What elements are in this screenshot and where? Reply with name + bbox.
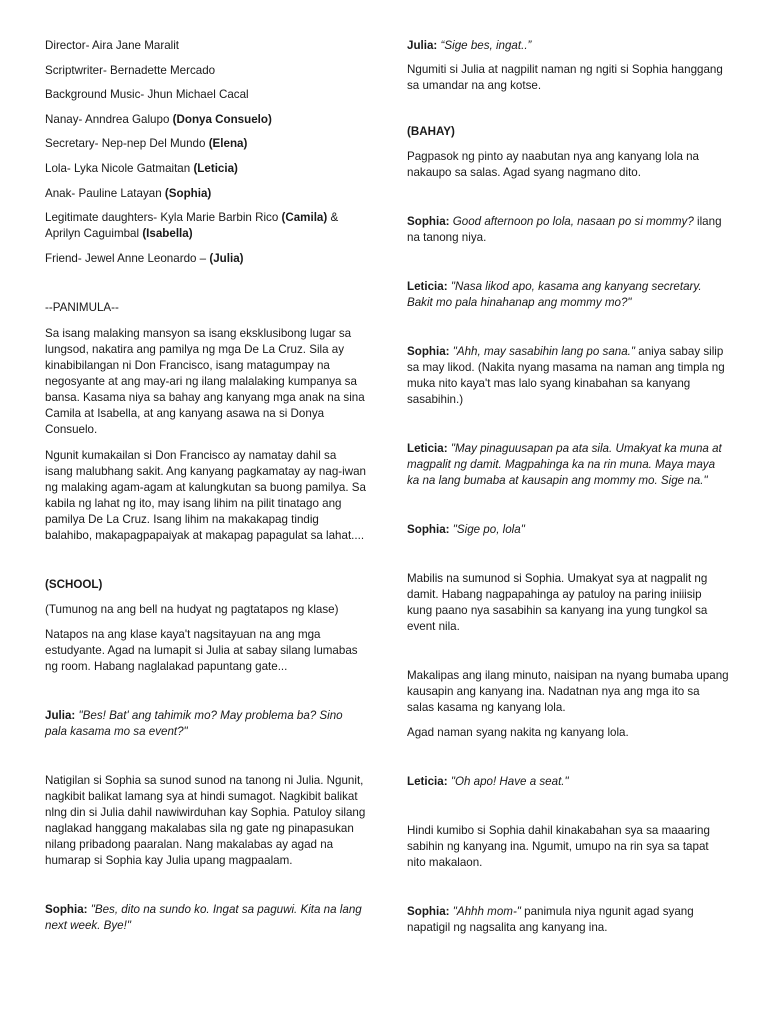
panimula-paragraph-1: Sa isang malaking mansyon sa isang eksklusibong lugar sa lungsod, nakatira ang pamilya ng mga De La Cruz. Sila ay kinabibilangan ni Don Francisco, isang matagumpay na negosyante at ang may-ari ng ilang malalaking kumpanya sa bansa. Kasama niya sa bahay ang kanyang mga anak na sina Camila at Isabella, at ang kanyang asawa na si Donya Consuelo. (45, 326, 365, 436)
credit-scriptwriter: Scriptwriter- Bernadette Mercado (45, 63, 216, 77)
dialogue-text: "Bes! Bat' ang tahimik mo? May problema ba? Sino pala kasama mo sa event?" (45, 708, 343, 738)
dialogue-julia-1: Julia: "Bes! Bat' ang tahimik mo? May problema ba? Sino pala kasama mo sa event?" (45, 708, 343, 738)
school-closing: Ngumiti si Julia at nagpilit naman ng ngiti si Sophia hanggang sa umandar na ang kotse. (407, 63, 723, 92)
dialogue-text: "Sige po, lola" (452, 523, 525, 536)
speaker-name: Leticia (407, 442, 444, 455)
dialogue-text: "Nasa likod apo, kasama ang kanyang secretary. Bakit mo pala hinahanap ang mommy mo?" (407, 280, 702, 309)
dialogue-sophia-2: Sophia: Good afternoon po lola, nasaan po si mommy? ilang na tanong niya. (407, 215, 722, 244)
speaker-name: Julia (407, 39, 434, 52)
bahay-paragraph-4: Agad naman syang nakita ng kanyang lola. (407, 726, 629, 739)
credit-secretary: Secretary- Nep-nep Del Mundo (Elena) (45, 137, 248, 151)
dialogue-sophia-4: Sophia: "Sige po, lola" (407, 523, 525, 536)
dialogue-sophia-1: Sophia: "Bes, dito na sundo ko. Ingat sa paguwi. Kita na lang next week. Bye!" (45, 902, 362, 932)
dialogue-leticia-2: Leticia: "May pinaguusapan pa ata sila. Umakyat ka muna at magpalit ng damit. Magpahinga ka na rin muna. Maya maya ka na lang bumaba at kausapin ang mommy mo. Sige na." (407, 442, 722, 487)
dialogue-sophia-3: Sophia: "Ahh, may sasabihin lang po sana." aniya sabay silip sa may likod. (Nakita nyang masama na naman ang timpla ng muka nito kaya't mas lalo syang kinabahan sa kanyang sasabihin.) (407, 345, 725, 406)
speaker-name: Sophia (407, 905, 446, 918)
dialogue-text: Good afternoon po lola, nasaan po si mommy? (452, 215, 694, 228)
school-paragraph: Natapos na ang klase kaya't nagsitayuan na ang mga estudyante. Agad na lumapit si Julia at sabay silang lumabas ng room. Habang naglalakad papuntang gate... (45, 627, 358, 673)
speaker-name: Sophia (45, 902, 84, 916)
bahay-paragraph-3: Makalipas ang ilang minuto, naisipan na nyang bumaba upang kausapin ang kanyang ina. Nadatnan nya ang mga ito sa salas kasama ng kanyang lola. (407, 669, 729, 714)
school-narration: Natigilan si Sophia sa sunod sunod na tanong ni Julia. Ngunit, nagkibit balikat lamang sya at hindi sumagot. Nagkibit balikat nlng din si Julia dahil nawiwirduhan kay Sophia. Patuloy silang naglakad hanggang makalabas sila ng gate ng pinapasukan nilang pribadong paaralan. Nang makalabas ay agad na humarap si Sophia kay Julia upang magpaalam. (45, 773, 366, 867)
speaker-name: Julia (45, 708, 72, 722)
speaker-name: Sophia (407, 215, 446, 228)
dialogue-text: “Sige bes, ingat..” (440, 39, 532, 52)
cast-credits (45, 38, 367, 267)
credit-daughters: Legitimate daughters- Kyla Marie Barbin Rico (Camila) & Aprilyn Caguimbal (Isabella) (45, 211, 339, 241)
school-stage-direction: (Tumunog na ang bell na hudyat ng pagtatapos ng klase) (45, 602, 339, 616)
dialogue-julia-2: Julia: “Sige bes, ingat..” (407, 39, 532, 52)
bahay-paragraph-1: Pagpasok ng pinto ay naabutan nya ang kanyang lola na nakaupo sa salas. Agad syang nagmano dito. (407, 150, 700, 179)
dialogue-text: "Oh apo! Have a seat." (450, 775, 569, 788)
panimula-paragraph-2: Ngunit kumakailan si Don Francisco ay namatay dahil sa isang malubhang sakit. Ang kanyang pagkamatay ay nag-iwan ng malaking agam-agam at kalungkutan sa buong pamilya. Sa kabila ng lahat ng ito, may isang lihim na pilit tinatago ang pamilya De La Cruz. Isang lihim na makakapag tindig balahibo, makapagpapaiyak at makapag papagulat sa lahat.... (45, 448, 366, 542)
speaker-name: Sophia (407, 345, 446, 358)
credit-director: Director- Aira Jane Maralit (45, 39, 180, 52)
school-heading: (SCHOOL) (45, 577, 103, 591)
dialogue-leticia-3: Leticia: "Oh apo! Have a seat." (407, 775, 569, 788)
dialogue-text: "Ahhh mom-" (452, 905, 521, 918)
credit-nanay: Nanay- Anndrea Galupo (Donya Consuelo) (45, 112, 272, 126)
bahay-paragraph-5: Hindi kumibo si Sophia dahil kinakabahan sya sa maaaring sabihin ng kanyang ina. Ngumit, umupo na rin sya sa tapat nito makalaon. (407, 824, 710, 869)
speaker-name: Leticia (407, 280, 444, 293)
credit-lola: Lola- Lyka Nicole Gatmaitan (Leticia) (45, 161, 238, 175)
credit-music: Background Music- Jhun Michael Cacal (45, 88, 249, 102)
dialogue-leticia-1: Leticia: "Nasa likod apo, kasama ang kanyang secretary. Bakit mo pala hinahanap ang mommy mo?" (407, 280, 702, 309)
dialogue-text: "Bes, dito na sundo ko. Ingat sa paguwi. Kita na lang next week. Bye!" (45, 902, 362, 932)
credit-friend: Friend- Jewel Anne Leonardo – (Julia) (45, 251, 244, 265)
dialogue-text: "Ahh, may sasabihin lang po sana." (452, 345, 636, 358)
panimula-heading: --PANIMULA-- (45, 300, 119, 314)
speaker-name: Leticia (407, 775, 444, 788)
dialogue-text: "May pinaguusapan pa ata sila. Umakyat ka muna at magpalit ng damit. Magpahinga ka na rin muna. Maya maya ka na lang bumaba at kausapin ang mommy mo. Sige na." (407, 442, 722, 487)
credit-anak: Anak- Pauline Latayan (Sophia) (45, 186, 212, 200)
bahay-heading: (BAHAY) (407, 125, 455, 138)
right-column (407, 38, 729, 936)
dialogue-sophia-5: Sophia: "Ahhh mom-" panimula niya ngunit agad syang napatigil ng nagsalita ang kanyang ina. (407, 905, 694, 934)
bahay-paragraph-2: Mabilis na sumunod si Sophia. Umakyat sya at nagpalit ng damit. Habang nagpapahinga ay patuloy na paring iniiisip kung paano nya sasabihin sa kanyang ina yung tungkol sa event nila. (407, 572, 708, 633)
speaker-name: Sophia (407, 523, 446, 536)
left-column (45, 38, 367, 934)
